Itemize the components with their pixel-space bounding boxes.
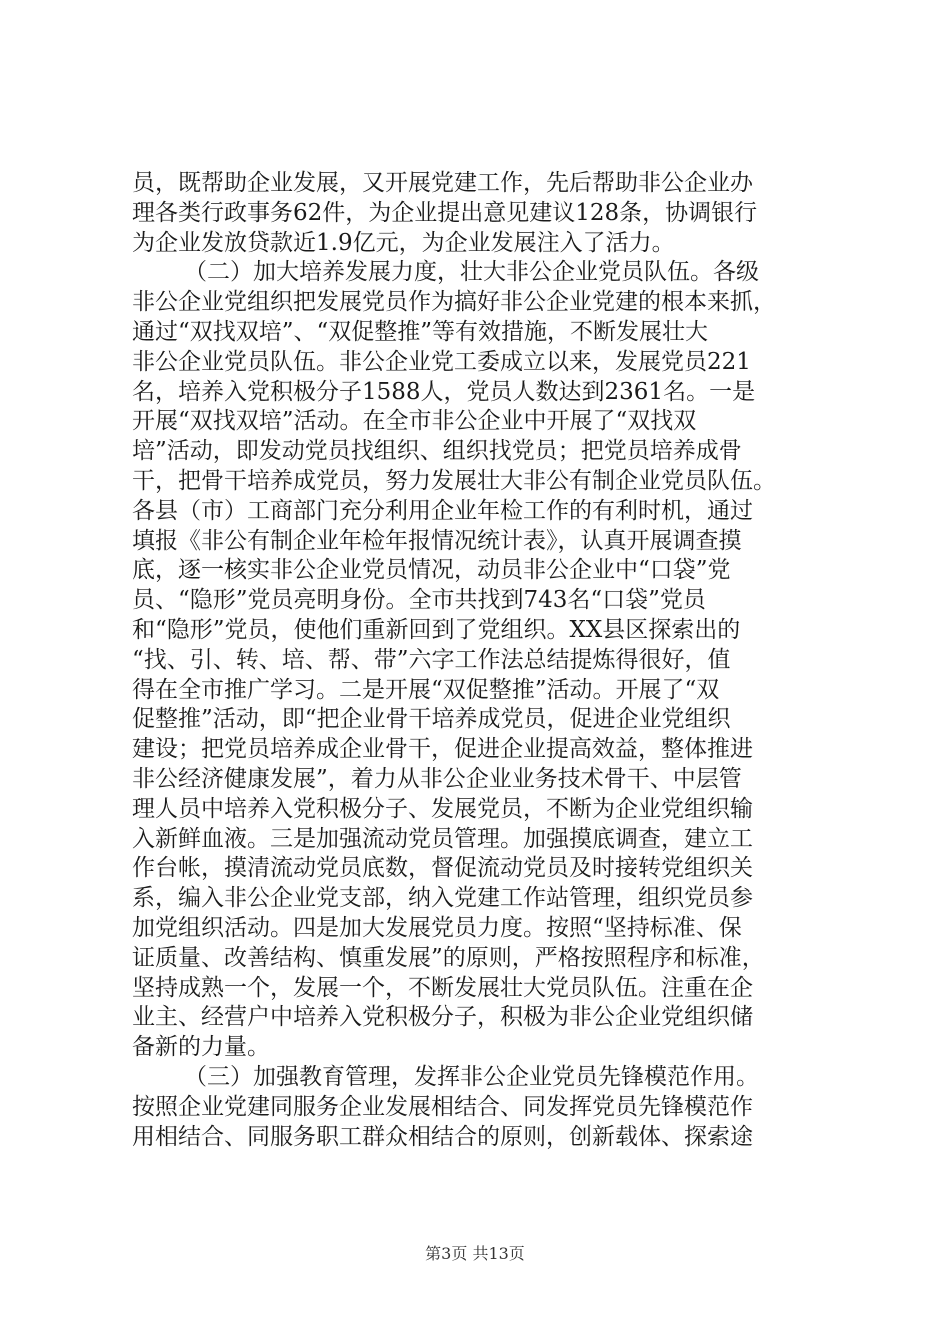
text-line: 证质量、改善结构、慎重发展”的原则，严格按照程序和标准， xyxy=(132,944,765,971)
text-line: 理人员中培养入党积极分子、发展党员，不断为企业党组织输 xyxy=(132,795,753,822)
text-line: 开展“双找双培”活动。在全市非公企业中开展了“双找双 xyxy=(132,408,697,435)
text-line: 员、“隐形”党员亮明身份。全市共找到743名“口袋”党员 xyxy=(132,587,706,614)
paragraph-heading-3: （三）加强教育管理，发挥非公企业党员先锋模范作用。 xyxy=(184,1064,759,1090)
text-line: 员，既帮助企业发展，又开展党建工作，先后帮助非公企业办 xyxy=(132,170,753,196)
text-line: 得在全市推广学习。二是开展“双促整推”活动。开展了“双 xyxy=(132,676,720,703)
text-line: 促整推”活动，即“把企业骨干培养成党员，促进企业党组织 xyxy=(132,706,731,733)
text-line: 作台帐，摸清流动党员底数，督促流动党员及时接转党组织关 xyxy=(132,855,753,882)
text-line: 名，培养入党积极分子1588人，党员人数达到2361名。一是 xyxy=(132,378,756,405)
text-line: 非公经济健康发展”，着力从非公企业业务技术骨干、中层管 xyxy=(132,766,742,792)
text-line: 建设；把党员培养成企业骨干，促进企业提高效益，整体推进 xyxy=(132,736,753,763)
text-line: 填报《非公有制企业年检年报情况统计表》，认真开展调查摸 xyxy=(132,527,742,554)
text-line: 入新鲜血液。三是加强流动党员管理。加强摸底调查，建立工 xyxy=(132,825,753,852)
text-line: 各县（市）工商部门充分利用企业年检工作的有利时机，通过 xyxy=(132,497,753,524)
text-line: 非公企业党组织把发展党员作为搞好非公企业党建的根本来抓， xyxy=(132,289,776,316)
text-line: 坚持成熟一个，发展一个，不断发展壮大党员队伍。注重在企 xyxy=(132,974,753,1001)
text-line: 为企业发放贷款近1.9亿元，为企业发展注入了活力。 xyxy=(132,229,675,256)
text-line: 通过“双找双培”、“双促整推”等有效措施，不断发展壮大 xyxy=(132,319,709,345)
text-line: 备新的力量。 xyxy=(132,1034,270,1061)
text-line: 加党组织活动。四是加大发展党员力度。按照“坚持标准、保 xyxy=(132,915,742,941)
paragraph-heading-2: （二）加大培养发展力度，壮大非公企业党员队伍。各级 xyxy=(184,259,759,286)
text-line: 按照企业党建同服务企业发展相结合、同发挥党员先锋模范作 xyxy=(132,1093,753,1120)
text-line: 理各类行政事务62件，为企业提出意见建议128条，协调银行 xyxy=(132,199,758,226)
text-line: 底，逐一核实非公企业党员情况，动员非公企业中“口袋”党 xyxy=(132,557,731,584)
page-footer: 第3页 共13页 xyxy=(425,1244,525,1263)
text-line: 用相结合、同服务职工群众相结合的原则，创新载体、探索途 xyxy=(132,1123,753,1150)
text-line: 非公企业党员队伍。非公企业党工委成立以来，发展党员221 xyxy=(132,348,751,375)
text-line: 和“隐形”党员，使他们重新回到了党组织。XX县区探索出的 xyxy=(132,617,741,643)
text-line: 系，编入非公企业党支部，纳入党建工作站管理，组织党员参 xyxy=(132,885,753,912)
text-line: “找、引、转、培、帮、带”六字工作法总结提炼得很好，值 xyxy=(132,646,731,673)
text-line: 业主、经营户中培养入党积极分子，积极为非公企业党组织储 xyxy=(132,1004,753,1031)
text-line: 培”活动，即发动党员找组织、组织找党员；把党员培养成骨 xyxy=(132,438,742,465)
text-line: 干，把骨干培养成党员，努力发展壮大非公有制企业党员队伍。 xyxy=(132,468,776,494)
